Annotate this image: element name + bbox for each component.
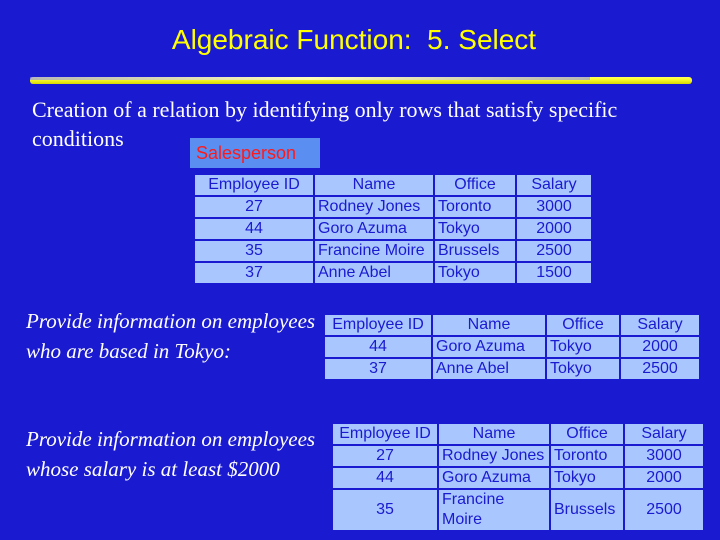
cell-office: Toronto — [434, 196, 516, 218]
col-header-office: Office — [550, 423, 624, 445]
salary-result-table — [331, 422, 705, 532]
col-header-employee-id: Employee ID — [332, 423, 438, 445]
cell-salary: 3000 — [624, 445, 704, 467]
table-row — [194, 262, 592, 284]
cell-name: Rodney Jones — [314, 196, 434, 218]
col-header-salary: Salary — [516, 174, 592, 196]
cell-employee-id: 37 — [194, 262, 314, 284]
cell-salary: 2000 — [620, 336, 700, 358]
cell-name: Goro Azuma — [432, 336, 546, 358]
cell-office: Tokyo — [434, 262, 516, 284]
cell-salary: 2500 — [624, 489, 704, 531]
cell-name: Anne Abel — [314, 262, 434, 284]
intro-text: Creation of a relation by identifying only rows that satisfy specific conditions — [32, 97, 618, 151]
relation-name-label: Salesperson — [190, 138, 320, 168]
cell-salary: 1500 — [516, 262, 592, 284]
cell-salary: 3000 — [516, 196, 592, 218]
question-tokyo: Provide information on employees who are based in Tokyo: — [26, 309, 316, 363]
cell-salary: 2500 — [620, 358, 700, 380]
table-row — [194, 218, 592, 240]
cell-office: Tokyo — [546, 336, 620, 358]
cell-employee-id: 27 — [194, 196, 314, 218]
col-header-office: Office — [434, 174, 516, 196]
question-salary: Provide information on employees whose salary is at least $2000 — [26, 427, 316, 481]
cell-employee-id: 35 — [332, 489, 438, 531]
cell-office: Brussels — [550, 489, 624, 531]
cell-office: Tokyo — [546, 358, 620, 380]
table-header-row — [332, 423, 704, 445]
cell-employee-id: 44 — [194, 218, 314, 240]
title-underline — [30, 77, 692, 84]
cell-office: Tokyo — [434, 218, 516, 240]
slide-title: Algebraic Function: 5. Select — [171, 24, 537, 55]
cell-salary: 2500 — [516, 240, 592, 262]
table-row — [194, 240, 592, 262]
cell-name: Rodney Jones — [438, 445, 550, 467]
cell-name: Francine Moire — [314, 240, 434, 262]
cell-salary: 2000 — [516, 218, 592, 240]
col-header-employee-id: Employee ID — [194, 174, 314, 196]
col-header-salary: Salary — [620, 314, 700, 336]
cell-employee-id: 44 — [332, 467, 438, 489]
col-header-name: Name — [432, 314, 546, 336]
cell-employee-id: 44 — [324, 336, 432, 358]
table-row — [332, 489, 704, 531]
cell-office: Tokyo — [550, 467, 624, 489]
col-header-employee-id: Employee ID — [324, 314, 432, 336]
salesperson-table — [193, 173, 593, 285]
table-row — [324, 336, 700, 358]
table-header-row — [324, 314, 700, 336]
cell-employee-id: 37 — [324, 358, 432, 380]
cell-name: Anne Abel — [432, 358, 546, 380]
cell-office: Brussels — [434, 240, 516, 262]
col-header-office: Office — [546, 314, 620, 336]
table-row — [332, 467, 704, 489]
cell-employee-id: 27 — [332, 445, 438, 467]
col-header-name: Name — [438, 423, 550, 445]
cell-name: Goro Azuma — [314, 218, 434, 240]
table-row — [324, 358, 700, 380]
col-header-name: Name — [314, 174, 434, 196]
col-header-salary: Salary — [624, 423, 704, 445]
cell-salary: 2000 — [624, 467, 704, 489]
tokyo-result-table — [323, 313, 701, 381]
cell-name: Goro Azuma — [438, 467, 550, 489]
cell-name: Francine Moire — [438, 489, 550, 531]
table-header-row — [194, 174, 592, 196]
table-row — [332, 445, 704, 467]
cell-office: Toronto — [550, 445, 624, 467]
cell-employee-id: 35 — [194, 240, 314, 262]
table-row — [194, 196, 592, 218]
